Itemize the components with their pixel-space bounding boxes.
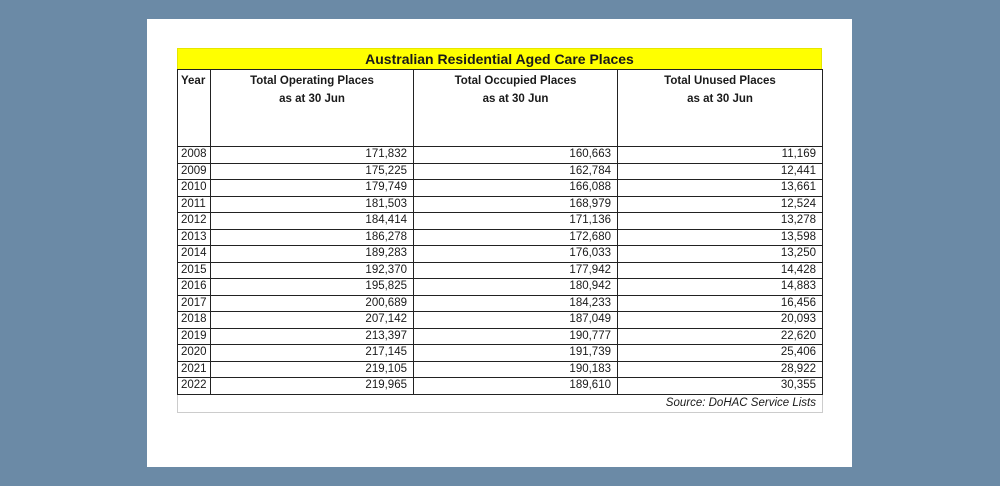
table-row <box>178 262 823 279</box>
cell-unused: 12,524 <box>618 196 823 213</box>
cell-operating: 219,105 <box>211 361 414 378</box>
document-card <box>147 19 852 467</box>
header-occupied-line2: as at 30 Jun <box>482 93 549 105</box>
aged-care-table-container <box>177 48 822 413</box>
table-row <box>178 279 823 296</box>
aged-care-places-table <box>177 69 823 413</box>
cell-occupied: 162,784 <box>414 163 618 180</box>
cell-operating: 179,749 <box>211 180 414 197</box>
cell-operating: 171,832 <box>211 147 414 164</box>
cell-operating: 175,225 <box>211 163 414 180</box>
cell-occupied: 190,183 <box>414 361 618 378</box>
cell-unused: 12,441 <box>618 163 823 180</box>
cell-unused: 20,093 <box>618 312 823 329</box>
table-row <box>178 246 823 263</box>
cell-occupied: 177,942 <box>414 262 618 279</box>
table-row <box>178 361 823 378</box>
cell-occupied: 187,049 <box>414 312 618 329</box>
cell-unused: 13,661 <box>618 180 823 197</box>
cell-year: 2012 <box>178 213 211 230</box>
header-unused <box>618 70 823 147</box>
cell-operating: 192,370 <box>211 262 414 279</box>
cell-year: 2008 <box>178 147 211 164</box>
cell-occupied: 176,033 <box>414 246 618 263</box>
cell-year: 2016 <box>178 279 211 296</box>
cell-operating: 186,278 <box>211 229 414 246</box>
cell-year: 2020 <box>178 345 211 362</box>
cell-occupied: 184,233 <box>414 295 618 312</box>
cell-year: 2014 <box>178 246 211 263</box>
header-operating-line2: as at 30 Jun <box>279 93 345 105</box>
cell-year: 2019 <box>178 328 211 345</box>
cell-year: 2017 <box>178 295 211 312</box>
cell-occupied: 171,136 <box>414 213 618 230</box>
cell-operating: 217,145 <box>211 345 414 362</box>
table-row <box>178 345 823 362</box>
cell-occupied: 168,979 <box>414 196 618 213</box>
cell-year: 2022 <box>178 378 211 395</box>
header-unused-line1: Total Unused Places <box>664 75 776 87</box>
cell-year: 2009 <box>178 163 211 180</box>
cell-occupied: 166,088 <box>414 180 618 197</box>
table-title: Australian Residential Aged Care Places <box>177 48 822 69</box>
header-year: Year <box>178 70 211 147</box>
table-row <box>178 378 823 395</box>
cell-unused: 30,355 <box>618 378 823 395</box>
cell-operating: 213,397 <box>211 328 414 345</box>
cell-year: 2018 <box>178 312 211 329</box>
cell-occupied: 160,663 <box>414 147 618 164</box>
cell-occupied: 189,610 <box>414 378 618 395</box>
header-row <box>178 70 823 147</box>
cell-unused: 13,278 <box>618 213 823 230</box>
cell-unused: 22,620 <box>618 328 823 345</box>
header-unused-line2: as at 30 Jun <box>687 93 753 105</box>
table-row <box>178 328 823 345</box>
source-row <box>178 394 823 412</box>
cell-operating: 195,825 <box>211 279 414 296</box>
source-note: Source: DoHAC Service Lists <box>178 394 823 412</box>
header-operating-line1: Total Operating Places <box>250 75 374 87</box>
cell-unused: 13,250 <box>618 246 823 263</box>
cell-unused: 13,598 <box>618 229 823 246</box>
cell-occupied: 180,942 <box>414 279 618 296</box>
cell-occupied: 172,680 <box>414 229 618 246</box>
cell-operating: 207,142 <box>211 312 414 329</box>
cell-occupied: 190,777 <box>414 328 618 345</box>
cell-year: 2021 <box>178 361 211 378</box>
cell-year: 2011 <box>178 196 211 213</box>
cell-operating: 219,965 <box>211 378 414 395</box>
header-occupied <box>414 70 618 147</box>
table-body <box>178 147 823 395</box>
table-row <box>178 213 823 230</box>
table-row <box>178 312 823 329</box>
cell-year: 2013 <box>178 229 211 246</box>
cell-unused: 28,922 <box>618 361 823 378</box>
table-row <box>178 147 823 164</box>
header-operating <box>211 70 414 147</box>
table-row <box>178 295 823 312</box>
cell-unused: 14,428 <box>618 262 823 279</box>
table-row <box>178 196 823 213</box>
cell-operating: 184,414 <box>211 213 414 230</box>
cell-unused: 14,883 <box>618 279 823 296</box>
cell-unused: 16,456 <box>618 295 823 312</box>
cell-unused: 25,406 <box>618 345 823 362</box>
cell-occupied: 191,739 <box>414 345 618 362</box>
table-row <box>178 229 823 246</box>
cell-operating: 200,689 <box>211 295 414 312</box>
cell-year: 2010 <box>178 180 211 197</box>
cell-unused: 11,169 <box>618 147 823 164</box>
header-occupied-line1: Total Occupied Places <box>454 75 577 87</box>
table-row <box>178 180 823 197</box>
cell-operating: 181,503 <box>211 196 414 213</box>
table-row <box>178 163 823 180</box>
cell-year: 2015 <box>178 262 211 279</box>
cell-operating: 189,283 <box>211 246 414 263</box>
